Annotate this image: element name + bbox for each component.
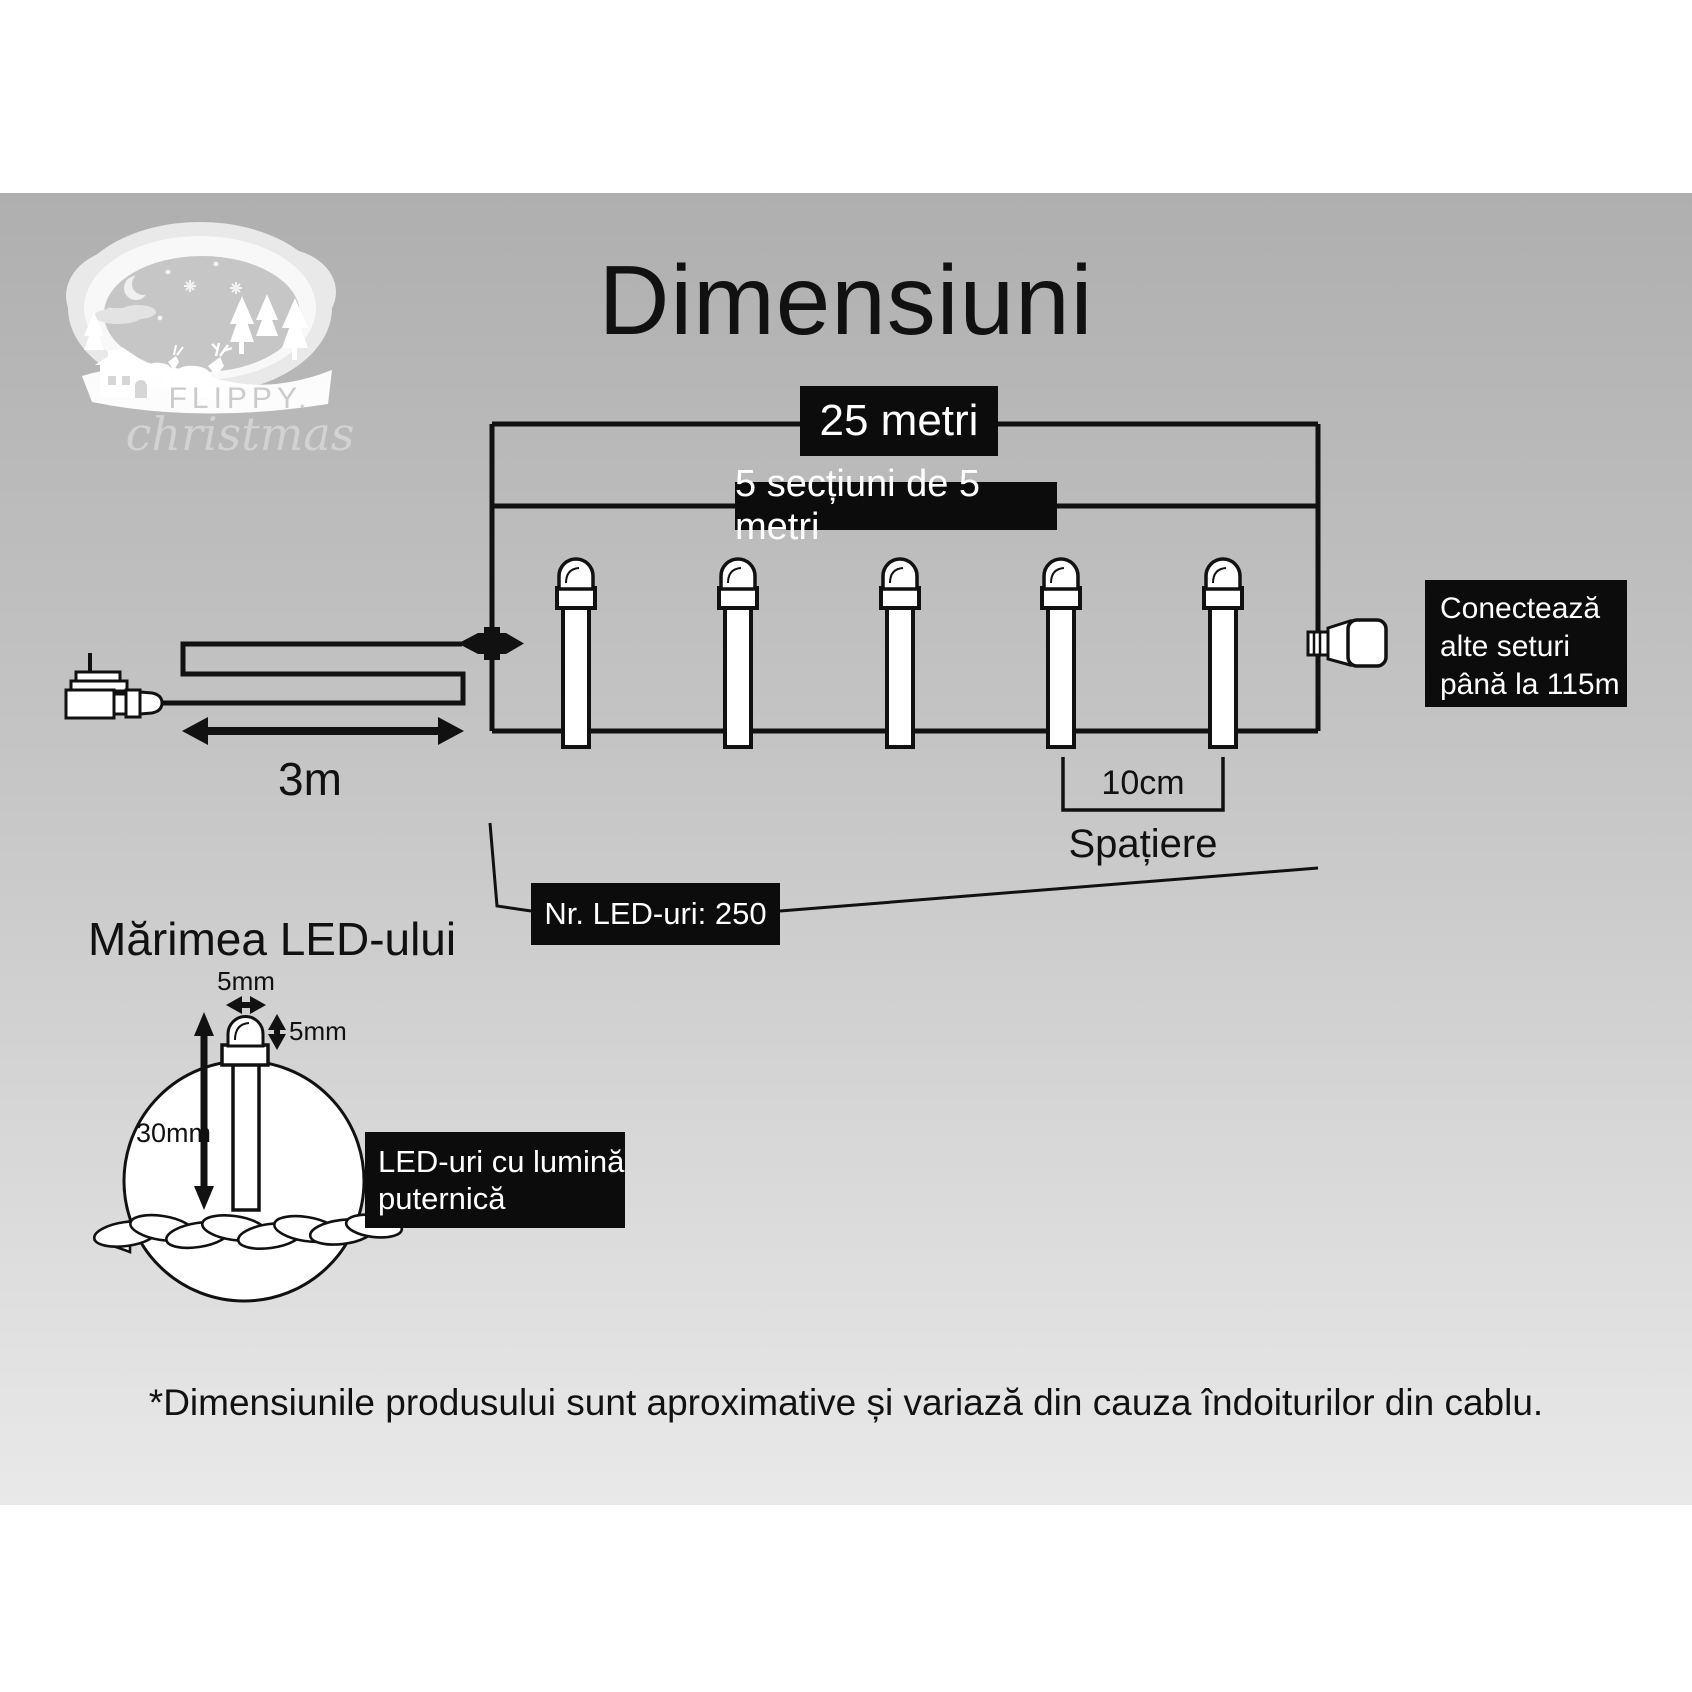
led-bulb-icon — [881, 559, 919, 747]
lead-length-arrow — [182, 717, 464, 745]
lead-length-label: 3m — [278, 753, 342, 805]
led-bulb-icon — [1042, 559, 1080, 747]
footnote: *Dimensiunile produsului sunt aproximative și variază din cauza îndoiturilor din cablu. — [148, 1382, 1544, 1423]
led-bulb-icon — [557, 559, 595, 747]
connect-note-line: până la 115m — [1440, 668, 1620, 701]
spacing-caption: Spațiere — [1068, 822, 1218, 866]
spacing-value: 10cm — [1101, 764, 1185, 802]
brand-script: christmas — [125, 407, 355, 461]
led-note-box — [365, 1132, 625, 1228]
connect-note-box — [1425, 580, 1627, 707]
led-count-leader-right — [780, 868, 1318, 911]
total-length-label: 25 metri — [819, 396, 979, 445]
led-note-line: LED-uri cu lumină — [378, 1144, 625, 1179]
led-height-label: 5mm — [289, 1016, 347, 1046]
sections-box — [735, 463, 1057, 548]
junction-connector-icon — [458, 627, 524, 660]
led-count-label: Nr. LED-uri: 250 — [544, 896, 767, 931]
page-title: Dimensiuni — [598, 245, 1094, 355]
brand-name: FLIPPY. — [168, 382, 312, 415]
power-plug-icon — [66, 653, 162, 718]
led-bulb-icon — [1204, 559, 1242, 747]
led-count-box — [531, 883, 780, 945]
sections-label: 5 secțiuni de 5 metri — [735, 463, 981, 548]
led-width-label: 5mm — [217, 966, 275, 996]
led-count-leader-left — [490, 823, 531, 911]
led-note-line: puternică — [378, 1181, 506, 1216]
connect-note-line: Conectează — [1440, 592, 1601, 625]
feed-wire — [160, 644, 463, 703]
led-size-heading: Mărimea LED-ului — [88, 913, 457, 965]
connect-note-line: alte seturi — [1440, 630, 1571, 663]
led-length-label: 30mm — [136, 1118, 212, 1148]
led-bulb-row — [557, 559, 1242, 747]
led-bulb-icon — [719, 559, 757, 747]
total-length-box — [800, 386, 998, 456]
height-arrow — [268, 1014, 286, 1050]
width-arrow — [226, 996, 266, 1014]
